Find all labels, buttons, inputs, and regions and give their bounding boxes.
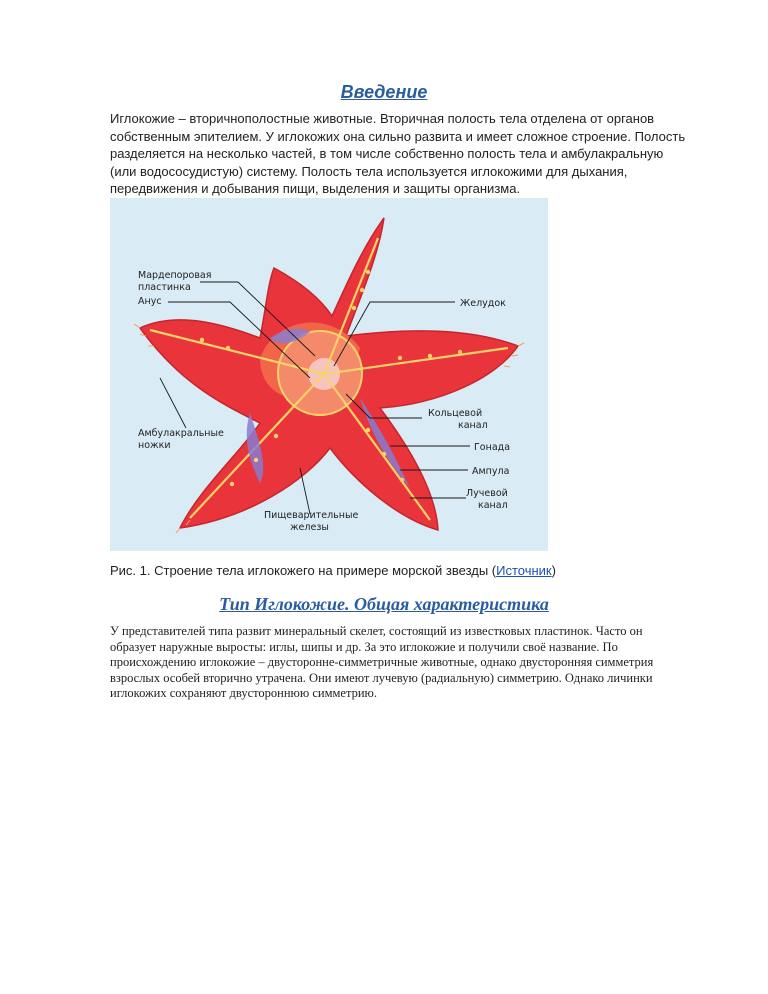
label-gonad: Гонада <box>474 442 511 453</box>
body-line: взрослых особей вторично утрачена. Они имеют лучевую (радиальную) симметрию. Однако личинки <box>110 670 653 685</box>
label-digestive-glands-2: железы <box>290 522 329 533</box>
label-tube-feet-1: Амбулакральные <box>138 428 224 439</box>
label-radial-canal-1: Лучевой <box>466 488 508 499</box>
body-line: образует наружные выросты: иглы, шипы и др. За это иглокожие и получили своё название. По <box>110 639 618 654</box>
section-title-echinoderms: Тип Иглокожие. Общая характеристика <box>219 594 549 614</box>
intro-paragraph <box>110 110 700 198</box>
label-ampulla: Ампула <box>472 466 510 477</box>
label-digestive-glands-1: Пищеварительные <box>264 510 359 521</box>
caption-suffix: ) <box>551 563 556 578</box>
label-anus: Анус <box>138 296 162 307</box>
starfish-diagram <box>110 198 548 551</box>
label-ring-canal-2: канал <box>458 420 488 431</box>
starfish-anatomy-figure <box>110 198 548 551</box>
caption-source-link[interactable]: Источник <box>496 563 552 578</box>
intro-line: разделяется на несколько частей, в том числе собственно полость тела и амбулакральную <box>110 146 664 162</box>
figure-caption <box>110 563 556 578</box>
intro-line: собственным эпителием. У иглокожих она сильно развита и имеет сложное строение. Полость <box>110 128 686 144</box>
leader-digestive-glands <box>300 468 310 514</box>
leader-tube-feet <box>160 378 186 428</box>
caption-prefix: Рис. 1. Строение тела иглокожего на примере морской звезды ( <box>110 563 497 578</box>
section-title-introduction: Введение <box>340 82 428 102</box>
label-tube-feet-2: ножки <box>138 440 171 451</box>
characteristics-paragraph <box>110 624 710 702</box>
label-madreporite-1: Мардепоровая <box>138 270 212 281</box>
body-line: У представителей типа развит минеральный скелет, состоящий из известковых пластинок. Часто он <box>110 624 643 638</box>
label-madreporite-2: пластинка <box>138 282 191 293</box>
body-line: происхождению иглокожие – двусторонне-симметричные животные, однако двусторонняя симметрия <box>110 655 654 669</box>
intro-line: передвижения и добывания пищи, выделения и защиты организма. <box>110 181 521 197</box>
label-stomach: Желудок <box>460 298 506 309</box>
label-ring-canal-1: Кольцевой <box>428 408 483 419</box>
body-line: иглокожих сохраняют двустороннюю симметрию. <box>110 686 377 700</box>
intro-line: (или водососудистую) систему. Полость тела используется иглокожими для дыхания, <box>110 163 628 179</box>
label-radial-canal-2: канал <box>478 500 508 511</box>
intro-line: Иглокожие – вторичнополостные животные. Вторичная полость тела отделена от органов <box>110 111 655 126</box>
